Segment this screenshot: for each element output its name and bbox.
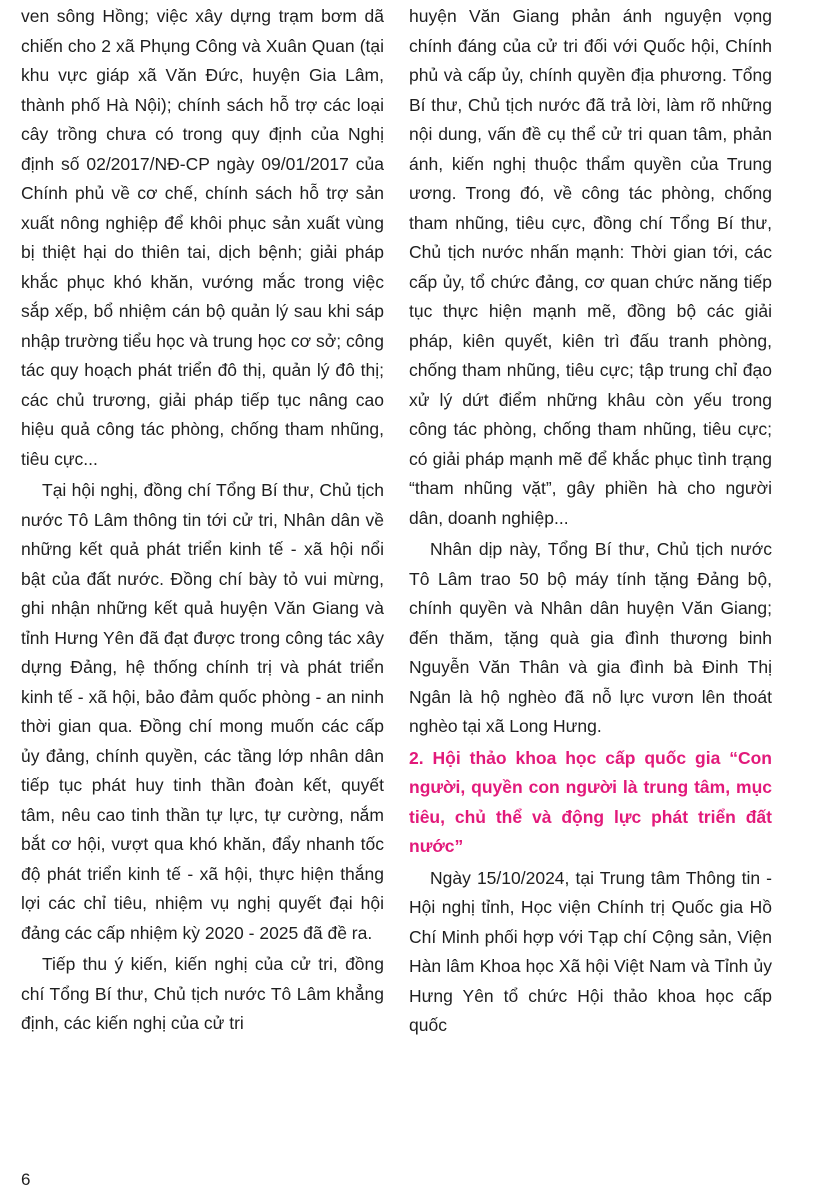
right-paragraph-2: Nhân dịp này, Tổng Bí thư, Chủ tịch nước Tô Lâm trao 50 bộ máy tính tặng Đảng bộ, chính quyền và Nhân dân huyện Văn Giang; đến thăm, tặng quà gia đình thương binh Nguyễn Văn Thân và gia đình bà Đinh Thị Ngân là hộ nghèo đã nỗ lực vươn lên thoát nghèo tại xã Long Hưng. [409,539,772,736]
left-paragraph-3: Tiếp thu ý kiến, kiến nghị của cử tri, đồng chí Tổng Bí thư, Chủ tịch nước Tô Lâm khẳng định, các kiến nghị của cử tri [21,954,384,1033]
page-number: 6 [21,1170,31,1189]
left-column [21,2,384,1039]
right-column [409,2,772,1041]
left-paragraph-1: ven sông Hồng; việc xây dựng trạm bơm dã chiến cho 2 xã Phụng Công và Xuân Quan (tại khu vực giáp xã Văn Đức, huyện Gia Lâm, thành phố Hà Nội); chính sách hỗ trợ các loại cây trồng chưa có trong quy định của Nghị định số 02/2017/NĐ-CP ngày 09/01/2017 của Chính phủ về cơ chế, chính sách hỗ trợ sản xuất nông nghiệp để khôi phục sản xuất vùng bị thiệt hại do thiên tai, dịch bệnh; giải pháp khắc phục khó khăn, vướng mắc trong việc sắp xếp, bổ nhiệm cán bộ quản lý sau khi sáp nhập trường tiểu học và trung học cơ sở; công tác quy hoạch phát triển đô thị, quản lý đô thị; các chủ trương, giải pháp tiếp tục nâng cao hiệu quả công tác phòng, chống tham nhũng, tiêu cực... [21,6,384,469]
left-paragraph-2: Tại hội nghị, đồng chí Tổng Bí thư, Chủ tịch nước Tô Lâm thông tin tới cử tri, Nhân dân về những kết quả phát triển kinh tế - xã hội nổi bật của đất nước. Đồng chí bày tỏ vui mừng, ghi nhận những kết quả huyện Văn Giang và tỉnh Hưng Yên đã đạt được trong công tác xây dựng Đảng, hệ thống chính trị và phát triển kinh tế - xã hội, bảo đảm quốc phòng - an ninh thời gian qua. Đồng chí mong muốn các cấp ủy đảng, chính quyền, các tầng lớp nhân dân tiếp tục phát huy tinh thần đoàn kết, quyết tâm, nêu cao tinh thần tự lực, tự cường, nắm bắt cơ hội, vượt qua khó khăn, đẩy nhanh tốc độ phát triển kinh tế - xã hội, thực hiện thắng lợi các chỉ tiêu, nhiệm vụ nghị quyết đại hội đảng các cấp nhiệm kỳ 2020 - 2025 đã đề ra. [21,480,384,943]
right-paragraph-1: huyện Văn Giang phản ánh nguyện vọng chính đáng của cử tri đối với Quốc hội, Chính phủ và cấp ủy, chính quyền địa phương. Tổng Bí thư, Chủ tịch nước đã trả lời, làm rõ những nội dung, vấn đề cụ thể cử tri quan tâm, phản ánh, kiến nghị thuộc thẩm quyền của Trung ương. Trong đó, về công tác phòng, chống tham nhũng, tiêu cực, đồng chí Tổng Bí thư, Chủ tịch nước nhấn mạnh: Thời gian tới, các cấp ủy, tổ chức đảng, cơ quan chức năng tiếp tục thực hiện mạnh mẽ, đồng bộ các giải pháp, kiên quyết, kiên trì đấu tranh phòng, chống tham nhũng, tiêu cực; tập trung chỉ đạo xử lý dứt điểm những khâu còn yếu trong công tác phòng, chống tham nhũng, tiêu cực; có giải pháp mạnh mẽ để khắc phục tình trạng “tham nhũng vặt”, gây phiền hà cho người dân, doanh nghiệp... [409,6,772,528]
right-paragraph-3: Ngày 15/10/2024, tại Trung tâm Thông tin - Hội nghị tỉnh, Học viện Chính trị Quốc gia Hồ Chí Minh phối hợp với Tạp chí Cộng sản, Viện Hàn lâm Khoa học Xã hội Việt Nam và Tỉnh ủy Hưng Yên tổ chức Hội thảo khoa học cấp quốc [409,867,772,1035]
section-heading: 2. Hội thảo khoa học cấp quốc gia “Con người, quyền con người là trung tâm, mục tiêu, chủ thể và động lực phát triển đất nước” [409,747,772,856]
